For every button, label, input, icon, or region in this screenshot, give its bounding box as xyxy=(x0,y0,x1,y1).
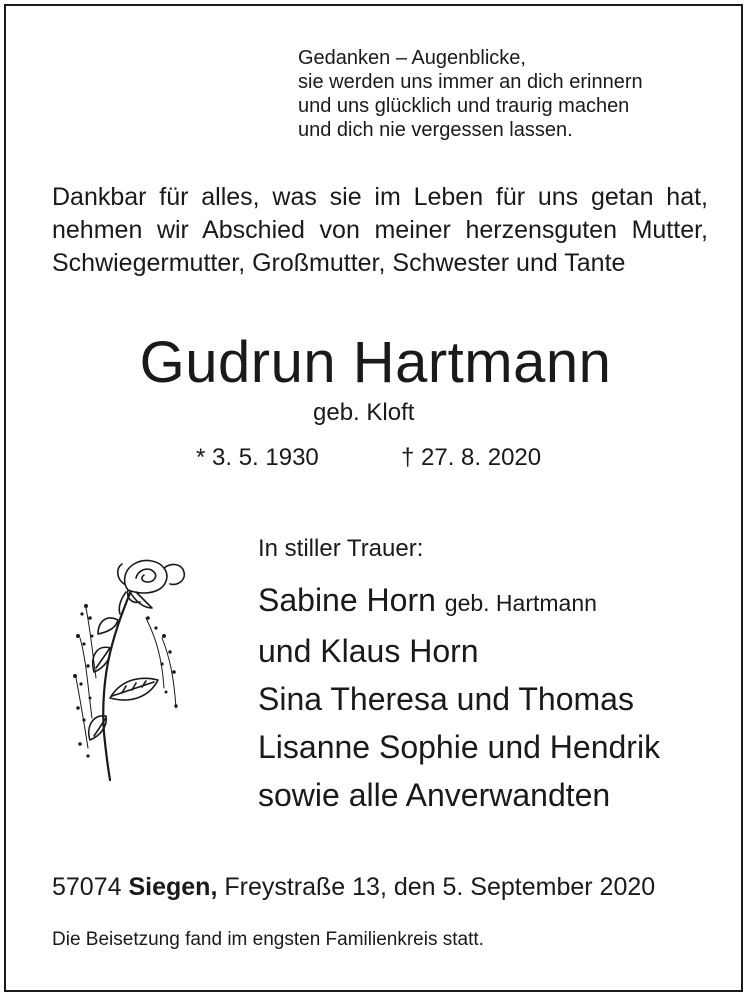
maiden-name: geb. Kloft xyxy=(313,399,415,426)
mourner-maiden-name: geb. Hartmann xyxy=(444,590,597,616)
mourners-list xyxy=(258,576,660,819)
death-date: † 27. 8. 2020 xyxy=(401,444,542,471)
mourner-name: Sabine Horn xyxy=(258,582,436,618)
address-date-line xyxy=(52,871,655,903)
poem-line: Gedanken – Augenblicke, xyxy=(298,47,526,69)
mourner-line: Sina Theresa und Thomas xyxy=(258,681,634,717)
mourner-line: und Klaus Horn xyxy=(258,633,479,669)
poem-line: und uns glücklich und traurig machen xyxy=(298,95,630,117)
mourner-line: sowie alle Anverwandten xyxy=(258,777,611,813)
notice-border xyxy=(4,4,743,992)
mourner-line: Lisanne Sophie und Hendrik xyxy=(258,729,661,765)
birth-date: * 3. 5. 1930 xyxy=(196,444,319,471)
deceased-name: Gudrun Hartmann xyxy=(139,330,612,395)
rose-icon xyxy=(66,548,206,783)
intro-text: Dankbar für alles, was sie im Leben für uns getan hat, nehmen wir Abschied von meiner herzensguten Mutter, Schwiegermutter, Großmutter, Schwester und Tante xyxy=(52,183,708,277)
street-and-date: Freystraße 13, den 5. September 2020 xyxy=(224,873,656,901)
postcode: 57074 xyxy=(52,873,122,901)
poem xyxy=(298,46,718,142)
burial-note: Die Beisetzung fand im engsten Familienkreis statt. xyxy=(52,929,484,950)
city: Siegen, xyxy=(128,873,218,901)
poem-line: und dich nie vergessen lassen. xyxy=(298,119,573,141)
poem-line: sie werden uns immer an dich erinnern xyxy=(298,71,643,93)
mourner-line xyxy=(258,576,660,627)
mourning-intro: In stiller Trauer: xyxy=(258,535,424,562)
